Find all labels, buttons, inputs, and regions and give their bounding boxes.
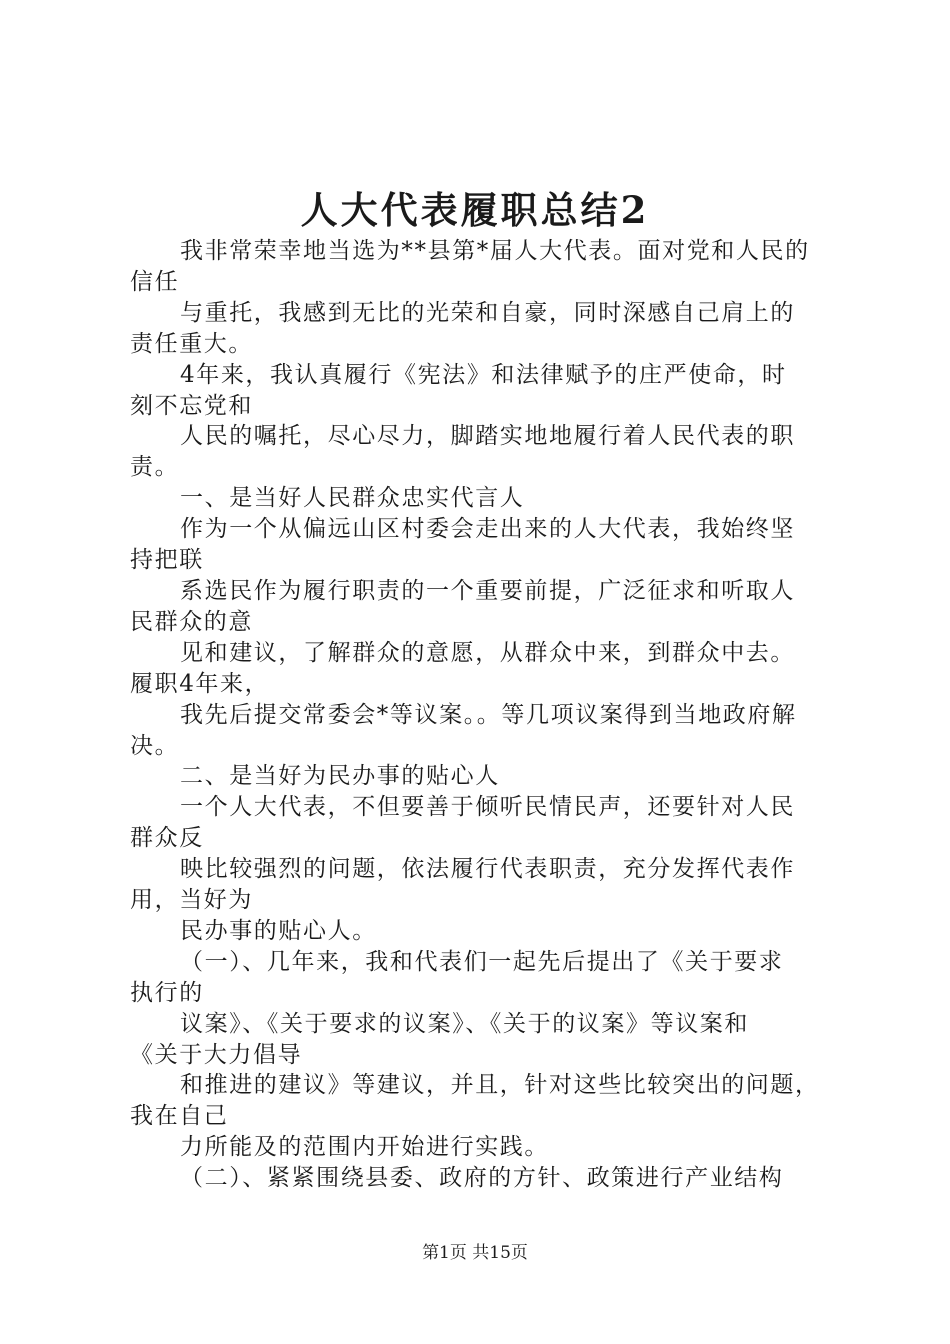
document-body [130,236,850,1194]
body-line: 信任 [130,268,180,295]
body-line: 我先后提交常委会*等议案。。等几项议案得到当地政府解 [180,701,797,728]
document-title: 人大代表履职总结2 [300,188,650,232]
body-line: 系选民作为履行职责的一个重要前提，广泛征求和听取人 [180,577,795,604]
body-line: 映比较强烈的问题，依法履行代表职责，充分发挥代表作 [180,856,795,883]
body-line: 执行的 [130,979,204,1006]
body-line: 见和建议，了解群众的意愿，从群众中来，到群众中去。 [180,639,795,666]
body-line: 人民的嘱托，尽心尽力，脚踏实地地履行着人民代表的职 [180,423,795,450]
body-line: 责。 [130,454,180,481]
body-line: 我在自己 [130,1103,229,1130]
body-line: 刻不忘党和 [130,392,253,419]
body-line: 民群众的意 [130,608,253,635]
body-line: （一）、几年来，我和代表们一起先后提出了《关于要求 [180,948,784,975]
body-line: 《关于大力倡导 [130,1041,303,1068]
page-footer: 第1页 共15页 [422,1243,528,1263]
body-line: 决。 [130,732,180,759]
body-line: 作为一个从偏远山区村委会走出来的人大代表，我始终坚 [180,516,795,543]
body-line: 我非常荣幸地当选为**县第*届人大代表。面对党和人民的 [180,238,810,264]
body-line: 用，当好为 [130,887,253,914]
body-line: 一个人大代表，不但要善于倾听民情民声，还要针对人民 [180,794,795,821]
body-line: 责任重大。 [130,330,253,357]
section-heading: 一、是当好人民群众忠实代言人 [180,485,525,512]
body-line: 民办事的贴心人。 [180,917,377,944]
body-line: （二）、紧紧围绕县委、政府的方针、政策进行产业结构 [180,1165,784,1192]
body-line: 与重托，我感到无比的光荣和自豪，同时深感自己肩上的 [180,299,795,326]
body-line: 议案》、《关于要求的议案》、《关于的议案》等议案和 [180,1010,749,1037]
body-line: 力所能及的范围内开始进行实践。 [180,1134,549,1161]
body-line: 履职4年来， [130,670,270,697]
body-line: 4年来，我认真履行《宪法》和法律赋予的庄严使命，时 [180,361,787,388]
section-heading: 二、是当好为民办事的贴心人 [180,763,500,790]
body-line: 群众反 [130,825,204,852]
body-line: 和推进的建议》等建议，并且，针对这些比较突出的问题， [180,1072,820,1099]
body-line: 持把联 [130,547,204,574]
